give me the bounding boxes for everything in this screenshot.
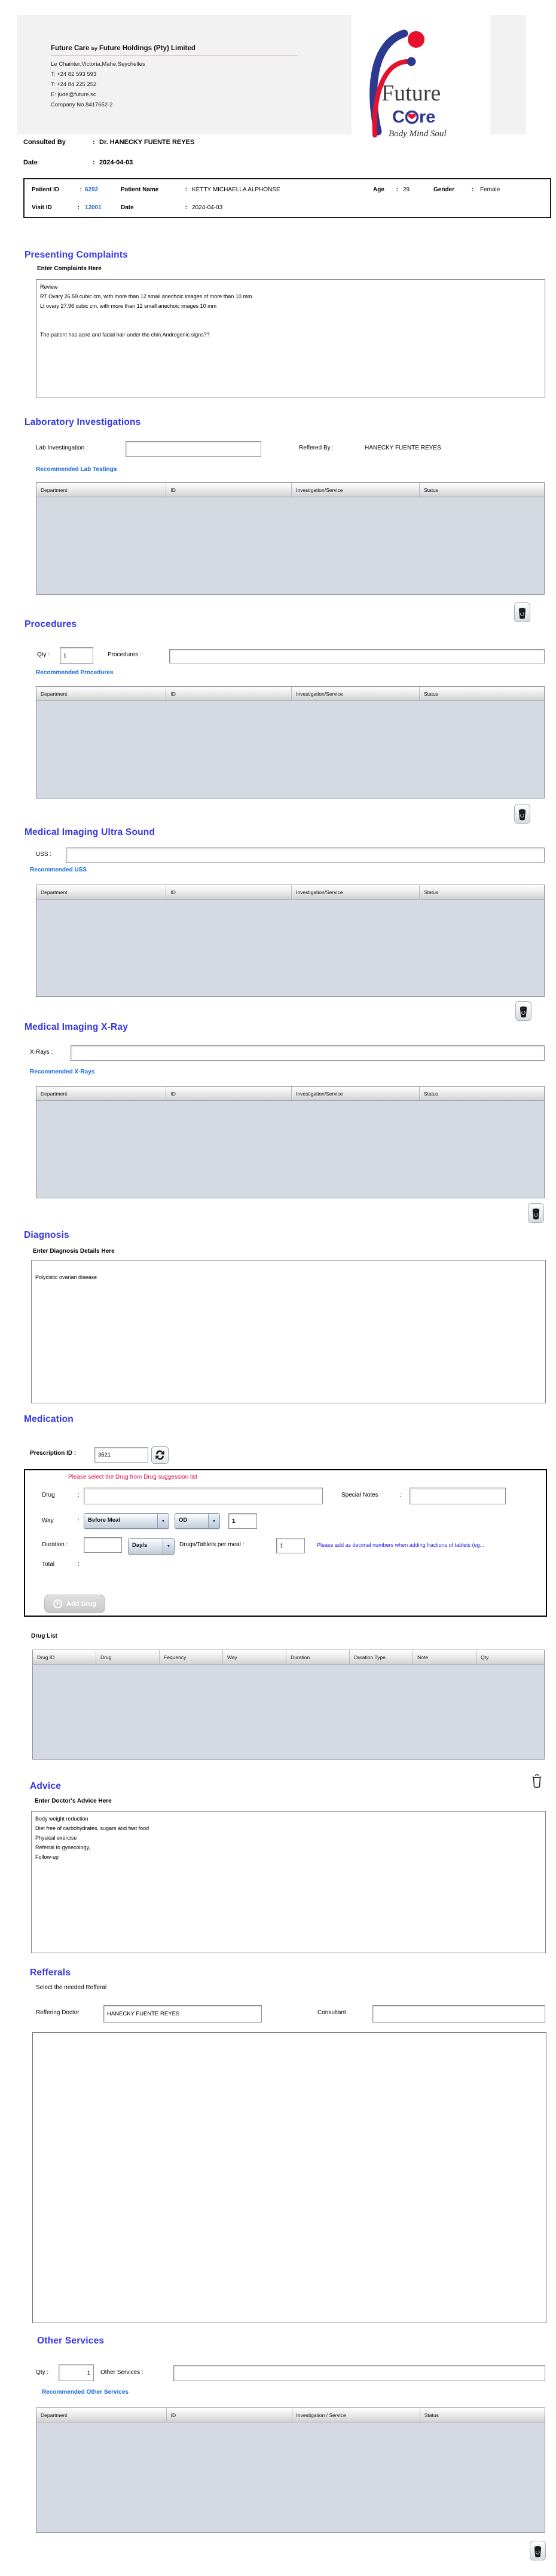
frequency-select[interactable] — [175, 1513, 220, 1529]
column-header[interactable]: Status — [423, 690, 439, 697]
company-title-part2: Future Holdings (Pty) Limited — [99, 45, 195, 52]
trash-icon — [530, 1205, 542, 1221]
logo-heart-icon — [408, 114, 416, 119]
lab-table-header-row — [36, 483, 544, 497]
future-care-logo-graphic — [352, 12, 490, 140]
column-header[interactable]: Investigation / Service — [292, 2408, 420, 2422]
duration-unit-select[interactable] — [128, 1538, 175, 1555]
patient-date-label-text: Date — [121, 204, 134, 211]
duration-unit-value: Day/s — [132, 1542, 148, 1549]
patient-date-value: 2024-04-03 — [192, 204, 223, 211]
company-title — [51, 45, 195, 52]
column-header[interactable]: ID — [166, 483, 292, 497]
duration-label: Duration : — [42, 1541, 68, 1548]
xray-table — [36, 1086, 545, 1198]
gender-colon: : — [471, 186, 473, 193]
other-services-table — [36, 2407, 545, 2533]
drug-label: Drug — [42, 1492, 55, 1498]
frequency-value: OD — [179, 1517, 188, 1523]
patient-name-value: KETTY MICHAELLA ALPHONSE — [192, 186, 280, 193]
visit-id-label — [32, 204, 80, 211]
diagnosis-textarea[interactable] — [31, 1260, 546, 1403]
company-phone-1: T: +24 82 593 593 — [51, 71, 97, 78]
other-table-header-row — [36, 2408, 545, 2422]
refresh-icon — [154, 1449, 166, 1461]
diagnosis-heading: Diagnosis — [24, 1230, 69, 1240]
patient-info-box — [23, 178, 551, 218]
procedures-input[interactable] — [169, 649, 545, 663]
procedures-qty-input[interactable] — [60, 647, 93, 664]
logo-text-future: Future — [381, 81, 441, 106]
recommended-lab-testings-link[interactable]: Recommended Lab Testings — [36, 466, 117, 473]
column-header[interactable]: Status — [424, 2412, 439, 2418]
clear-other-services-button[interactable] — [530, 2541, 546, 2560]
prescription-id-input[interactable] — [94, 1447, 148, 1463]
logo-red-dot — [408, 31, 424, 48]
column-header[interactable]: Department — [36, 1087, 166, 1100]
fraction-note: Please add as decimal numbers when adding fractions of tablets (eg... — [317, 1542, 485, 1548]
column-header[interactable]: Investigation/Service — [292, 687, 420, 700]
drug-list-label: Drug List — [31, 1633, 57, 1639]
age-label-text: Age — [373, 186, 384, 193]
procedures-heading: Procedures — [25, 619, 77, 629]
clear-xray-button[interactable] — [528, 1203, 544, 1223]
patient-id-label-text: Patient ID — [32, 186, 60, 193]
referring-doctor-input[interactable] — [103, 2005, 262, 2023]
recommended-other-services-link[interactable]: Recommended Other Services — [42, 2389, 129, 2396]
recommended-procedures-link[interactable]: Recommended Procedures — [36, 669, 114, 676]
drug-input[interactable] — [84, 1488, 323, 1504]
add-drug-button[interactable] — [44, 1595, 105, 1613]
consulted-by-label: Consulted By — [23, 139, 66, 146]
way-quantity-input[interactable] — [228, 1513, 257, 1529]
clear-drug-list-button[interactable] — [528, 1771, 545, 1791]
drug-entry-box — [24, 1469, 547, 1617]
per-meal-input[interactable] — [276, 1538, 305, 1553]
procedures-label: Procedures : — [108, 651, 142, 658]
xray-input[interactable] — [71, 1045, 545, 1061]
chevron-down-icon: ▼ — [208, 1514, 219, 1528]
column-header[interactable]: Way — [223, 1650, 286, 1664]
column-header[interactable]: Investigation/Service — [292, 483, 420, 497]
company-email: E: jude@future.sc — [51, 91, 96, 98]
diagnosis-field-label: Enter Diagnosis Details Here — [33, 1248, 115, 1255]
drug-colon: : — [78, 1492, 80, 1498]
column-header[interactable]: Status — [423, 487, 439, 493]
column-header[interactable]: Fequency — [160, 1650, 223, 1664]
other-qty-label: Qty : — [36, 2369, 49, 2376]
column-header[interactable]: Status — [423, 889, 439, 895]
uss-table — [36, 885, 545, 997]
logo-text-c: C — [392, 108, 405, 127]
age-colon: : — [396, 186, 398, 193]
company-registration-number: Company No.8417652-2 — [51, 102, 113, 108]
uss-input[interactable] — [66, 848, 545, 863]
xray-label: X-Rays : — [30, 1049, 53, 1056]
company-phone-2: T: +24 84 225 252 — [51, 81, 97, 88]
xray-table-header-row — [36, 1087, 544, 1101]
other-services-heading: Other Services — [37, 2336, 105, 2346]
clear-lab-results-button[interactable] — [514, 602, 530, 622]
lab-results-table — [36, 482, 545, 595]
referrals-field-label: Select the needed Refferal — [36, 1984, 107, 1991]
meal-timing-select[interactable] — [84, 1513, 169, 1529]
visit-date-value: 2024-04-03 — [99, 159, 133, 166]
column-header[interactable]: Investigation/Service — [292, 1087, 420, 1100]
meal-timing-value: Before Meal — [88, 1517, 120, 1523]
lab-results-list[interactable] — [36, 497, 544, 594]
procedures-table-header-row — [36, 687, 544, 701]
laboratory-investigations-heading: Laboratory Investigations — [25, 417, 141, 427]
visit-date-label: Date — [23, 159, 38, 166]
age-label — [373, 186, 398, 193]
patient-id-colon: : — [80, 186, 82, 193]
patient-name-label-text: Patient Name — [121, 186, 159, 193]
total-label: Total — [42, 1561, 55, 1568]
patient-name-label — [121, 186, 187, 193]
other-services-input[interactable] — [173, 2365, 545, 2381]
prescription-id-label: Prescription ID : — [30, 1450, 77, 1457]
column-header[interactable]: Department — [36, 687, 166, 700]
company-address: Le Chainter,Victoria,Mahe,Seychelles — [51, 61, 145, 68]
patient-id-label — [32, 186, 82, 193]
presenting-complaints-heading: Presenting Complaints — [25, 250, 129, 260]
per-meal-label: Drugs/Tablets per meal : — [179, 1541, 245, 1548]
drug-selection-hint: Please select the Drug from Drug suggession list — [68, 1474, 198, 1480]
special-notes-input[interactable] — [410, 1488, 506, 1504]
column-header[interactable]: Department — [36, 2408, 167, 2422]
refresh-prescription-id-button[interactable] — [151, 1446, 169, 1464]
drug-table-header-row — [33, 1650, 544, 1665]
trash-icon — [516, 806, 528, 822]
recommended-xrays-link[interactable]: Recommended X-Rays — [30, 1069, 95, 1075]
logo-tagline: Body Mind Soul — [389, 129, 447, 139]
add-drug-label: Add Drug — [66, 1600, 97, 1608]
uss-label: USS : — [36, 851, 52, 858]
special-notes-label: Special Notes — [341, 1492, 378, 1498]
other-services-label: Other Services : — [100, 2369, 143, 2376]
trash-icon — [517, 1003, 530, 1019]
patient-date-colon: : — [185, 204, 187, 211]
advice-heading: Advice — [30, 1781, 62, 1791]
gender-label-text: Gender — [433, 186, 455, 193]
column-header[interactable]: ID — [167, 2408, 292, 2422]
lab-investigation-input[interactable] — [126, 441, 261, 457]
lab-investigation-label: Lab Investingation : — [36, 445, 88, 451]
visit-id-value: 12001 — [85, 204, 102, 211]
procedures-table — [36, 686, 545, 799]
advice-field-label: Enter Doctor's Advice Here — [35, 1798, 112, 1804]
column-header[interactable]: ID — [166, 1087, 292, 1100]
trash-outline-icon — [530, 1772, 544, 1789]
xray-list[interactable] — [36, 1101, 544, 1198]
other-services-list[interactable] — [36, 2422, 545, 2532]
clear-procedures-button[interactable] — [514, 804, 530, 824]
column-header[interactable]: ID — [166, 885, 292, 899]
consultant-label: Consultant — [317, 2009, 346, 2016]
column-header[interactable]: ID — [166, 687, 292, 700]
patient-id-value: 6292 — [85, 186, 99, 193]
trash-icon — [531, 2543, 544, 2559]
xray-heading: Medical Imaging X-Ray — [25, 1022, 129, 1032]
column-header[interactable]: Duration — [286, 1650, 350, 1664]
procedures-qty-label: Qty : — [37, 651, 50, 658]
lab-referred-by-value: HANECKY FUENTE REYES — [365, 445, 441, 451]
visit-id-colon: : — [77, 204, 80, 211]
lab-referred-by-label: Reffered By : — [299, 445, 334, 451]
consultant-input[interactable] — [372, 2005, 545, 2023]
column-header[interactable]: Note — [413, 1650, 476, 1664]
chevron-down-icon: ▼ — [163, 1539, 174, 1554]
column-header[interactable]: Qty — [481, 1654, 489, 1660]
company-title-by: by — [91, 45, 97, 51]
gender-value: Female — [480, 186, 500, 193]
plus-icon: + — [53, 1599, 62, 1608]
visit-date-colon: : — [93, 159, 95, 166]
consulted-by-colon: : — [93, 139, 95, 146]
way-label: Way — [42, 1518, 54, 1524]
recommended-uss-link[interactable]: Recommended USS — [30, 867, 87, 873]
drug-list[interactable] — [33, 1665, 544, 1759]
logo-text-re: re — [419, 108, 436, 127]
gender-label — [433, 186, 473, 193]
age-value: 29 — [403, 186, 410, 193]
column-header[interactable]: Drug — [96, 1650, 160, 1664]
column-header[interactable]: Duration Type — [350, 1650, 413, 1664]
drug-list-table — [32, 1650, 545, 1760]
advice-textarea[interactable] — [31, 1811, 546, 1953]
uss-list[interactable] — [36, 900, 544, 996]
complaints-textarea[interactable] — [36, 279, 545, 397]
way-colon: : — [78, 1518, 80, 1524]
column-header[interactable]: Department — [36, 483, 166, 497]
uss-table-header-row — [36, 885, 544, 900]
other-qty-input[interactable] — [59, 2364, 94, 2381]
column-header[interactable]: Status — [423, 1090, 439, 1097]
special-notes-colon: : — [399, 1492, 401, 1498]
chevron-down-icon: ▼ — [157, 1514, 169, 1528]
medication-heading: Medication — [24, 1414, 74, 1424]
referrals-heading: Refferals — [30, 1968, 71, 1978]
referring-doctor-label: Reffering Doctor — [36, 2009, 80, 2016]
referral-options-listbox[interactable] — [32, 2032, 546, 2323]
consulted-by-value: Dr. HANECKY FUENTE REYES — [99, 139, 195, 146]
visit-id-label-text: Visit ID — [32, 204, 52, 211]
column-header[interactable]: Drug ID — [33, 1650, 96, 1664]
column-header[interactable]: Investigation/Service — [292, 885, 420, 899]
letterhead — [17, 15, 526, 139]
trash-icon — [516, 604, 528, 620]
duration-input[interactable] — [84, 1537, 122, 1553]
procedures-list[interactable] — [36, 701, 544, 798]
company-logo — [352, 12, 490, 140]
complaints-field-label: Enter Complaints Here — [37, 265, 102, 272]
ultrasound-heading: Medical Imaging Ultra Sound — [25, 827, 155, 837]
patient-date-label — [121, 204, 187, 211]
column-header[interactable]: Department — [36, 885, 166, 899]
company-title-part1: Future Care — [51, 45, 90, 52]
logo-blue-dot — [407, 57, 416, 66]
total-colon: : — [78, 1561, 80, 1568]
patient-name-colon: : — [185, 186, 187, 193]
clear-uss-button[interactable] — [515, 1001, 531, 1021]
